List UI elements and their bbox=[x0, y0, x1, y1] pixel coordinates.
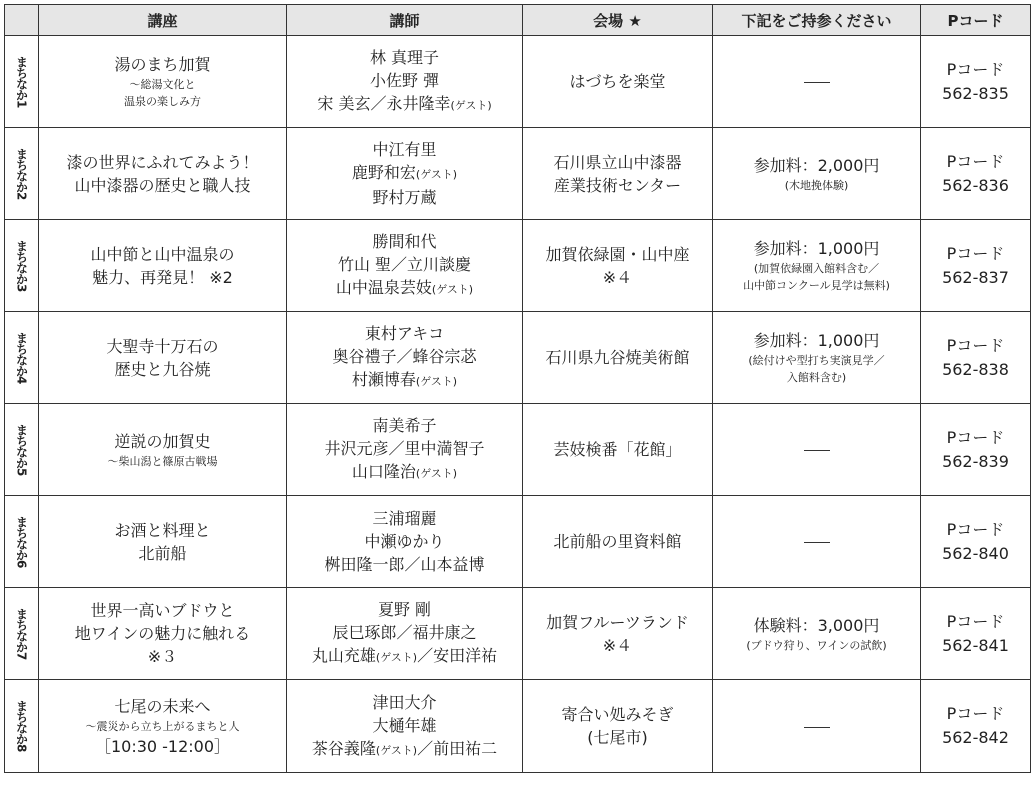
row-index-cell: まちなか1 bbox=[5, 36, 39, 128]
row-index-cell: まちなか8 bbox=[5, 680, 39, 773]
course-line: 地ワインの魅力に触れる bbox=[74, 624, 251, 643]
lecturer-name: 宋 美玄／永井隆幸 bbox=[317, 94, 451, 113]
pcode-line: Pコード bbox=[946, 611, 1005, 631]
course-line: 山中節と山中温泉の bbox=[90, 244, 235, 264]
bring-cell bbox=[713, 404, 921, 496]
pcode-line: 562-842 bbox=[942, 728, 1009, 747]
course-line: ※３ bbox=[147, 647, 178, 666]
lecturer-line bbox=[291, 553, 518, 576]
course-cell bbox=[39, 312, 287, 404]
course-line: 湯のまち加賀 bbox=[114, 55, 211, 74]
pcode-line: 562-838 bbox=[942, 359, 1009, 379]
lecturer-line bbox=[291, 414, 518, 437]
lecturer-line bbox=[291, 276, 518, 301]
venue-cell bbox=[523, 680, 713, 773]
lecturer-line bbox=[291, 186, 518, 209]
lecturer-name: 三浦瑠麗 bbox=[372, 509, 437, 528]
bring-cell bbox=[713, 220, 921, 312]
header-bring: 下記をご持参ください bbox=[713, 5, 921, 36]
lecturer-name: 勝間和代 bbox=[372, 232, 437, 251]
course-line: ～柴山潟と篠原古戦場 bbox=[107, 454, 218, 468]
pcode-cell bbox=[921, 220, 1031, 312]
fee-note: 山中節コンクール見学は無料) bbox=[743, 279, 890, 292]
pcode-line: Pコード bbox=[946, 427, 1005, 447]
course-line: 山中漆器の歴史と職人技 bbox=[74, 175, 251, 195]
course-line: お酒と料理と bbox=[114, 520, 211, 540]
course-line: ［10:30 -12:00］ bbox=[94, 736, 231, 756]
lecturer-name: 中江有里 bbox=[372, 140, 437, 159]
row-index-cell: まちなか2 bbox=[5, 128, 39, 220]
row-index-cell: まちなか3 bbox=[5, 220, 39, 312]
pcode-line: Pコード bbox=[946, 704, 1005, 723]
lecturer-line bbox=[291, 598, 518, 621]
lecturer-name: 奥谷禮子／蜂谷宗苾 bbox=[332, 347, 477, 366]
empty-dash bbox=[804, 542, 830, 543]
lecturer-name: 東村アキコ bbox=[364, 324, 445, 343]
table-row bbox=[5, 128, 1031, 220]
lecturer-line bbox=[291, 253, 518, 276]
guest-label: (ゲスト) bbox=[450, 99, 492, 112]
course-cell bbox=[39, 404, 287, 496]
lecturer-line bbox=[291, 530, 518, 553]
venue-line: 芸妓検番「花館」 bbox=[553, 440, 682, 459]
guest-label: (ゲスト) bbox=[415, 168, 458, 181]
lecturer-name: 桝田隆一郎／山本益博 bbox=[324, 555, 485, 574]
pcode-line: Pコード bbox=[946, 151, 1005, 171]
row-index-cell: まちなか7 bbox=[5, 588, 39, 680]
venue-cell bbox=[523, 588, 713, 680]
fee-note: (加賀依緑園入館料含む／ bbox=[753, 262, 880, 275]
lecturer-line bbox=[291, 230, 518, 253]
venue-cell bbox=[523, 496, 713, 588]
schedule-table-wrapper bbox=[4, 4, 1031, 773]
table-row bbox=[5, 312, 1031, 404]
course-cell bbox=[39, 680, 287, 773]
venue-cell bbox=[523, 36, 713, 128]
guest-label: (ゲスト) bbox=[375, 651, 418, 664]
header-course: 講座 bbox=[39, 5, 287, 36]
guest-label: (ゲスト) bbox=[431, 283, 474, 296]
guest-label: (ゲスト) bbox=[415, 467, 458, 480]
pcode-cell bbox=[921, 680, 1031, 773]
row-index-cell: まちなか6 bbox=[5, 496, 39, 588]
pcode-line: Pコード bbox=[946, 335, 1005, 355]
lecturer-cell bbox=[287, 496, 523, 588]
row-index-cell: まちなか5 bbox=[5, 404, 39, 496]
lecturer-name: 丸山充雄 bbox=[311, 646, 376, 665]
bring-cell bbox=[713, 496, 921, 588]
fee-text: 参加料：1,000円 bbox=[753, 331, 880, 350]
lecturer-line bbox=[291, 621, 518, 644]
pcode-cell bbox=[921, 128, 1031, 220]
course-cell bbox=[39, 128, 287, 220]
course-line: ～総湯文化と bbox=[129, 78, 196, 91]
venue-line: ※４ bbox=[602, 635, 633, 655]
lecturer-name: 夏野 剛 bbox=[377, 600, 432, 619]
fee-note: (絵付けや型打ち実演見学／ bbox=[748, 354, 885, 367]
table-header-row bbox=[5, 5, 1031, 36]
lecturer-name: 津田大介 bbox=[372, 692, 437, 712]
course-line: 魅力、再発見！ ※2 bbox=[92, 267, 233, 287]
pcode-cell bbox=[921, 404, 1031, 496]
course-line: 北前船 bbox=[138, 543, 187, 563]
lecturer-name: ／安田洋祐 bbox=[417, 646, 498, 665]
pcode-cell bbox=[921, 496, 1031, 588]
lecturer-line bbox=[291, 92, 518, 117]
lecturer-cell bbox=[287, 220, 523, 312]
guest-label: (ゲスト) bbox=[375, 743, 418, 757]
bring-cell bbox=[713, 36, 921, 128]
lecturer-name: ／前田祐二 bbox=[417, 738, 498, 758]
lecturer-name: 竹山 聖／立川談慶 bbox=[337, 255, 472, 274]
lecturer-line bbox=[291, 345, 518, 368]
course-line: 七尾の未来へ bbox=[114, 696, 211, 716]
lecturer-line bbox=[291, 737, 518, 762]
course-line: 温泉の楽しみ方 bbox=[124, 95, 201, 108]
header-venue: 会場 ★ bbox=[523, 5, 713, 36]
pcode-cell bbox=[921, 312, 1031, 404]
pcode-line: 562-841 bbox=[942, 635, 1009, 655]
lecturer-line bbox=[291, 322, 518, 345]
venue-line: ※４ bbox=[602, 267, 633, 287]
lecturer-name: 山口隆治 bbox=[351, 462, 416, 481]
lecturer-name: 辰巳琢郎／福井康之 bbox=[332, 623, 477, 642]
lecturer-name: 大樋年雄 bbox=[372, 715, 437, 735]
venue-line: 北前船の里資料館 bbox=[553, 532, 682, 551]
header-pcode: Pコード bbox=[921, 5, 1031, 36]
pcode-cell bbox=[921, 588, 1031, 680]
fee-text: 体験料：3,000円 bbox=[753, 615, 880, 635]
lecturer-line bbox=[291, 714, 518, 737]
lecturer-cell bbox=[287, 312, 523, 404]
table-row bbox=[5, 404, 1031, 496]
course-line: 世界一高いブドウと bbox=[90, 601, 235, 620]
lecturer-name: 林 真理子 bbox=[369, 48, 440, 67]
venue-line: (七尾市) bbox=[587, 728, 648, 747]
venue-cell bbox=[523, 128, 713, 220]
row-index-cell: まちなか4 bbox=[5, 312, 39, 404]
lecturer-line bbox=[291, 161, 518, 186]
lecturer-cell bbox=[287, 36, 523, 128]
venue-line: 寄合い処みそぎ bbox=[561, 705, 674, 724]
fee-text: 参加料：2,000円 bbox=[753, 155, 880, 175]
empty-dash bbox=[804, 82, 830, 83]
pcode-line: Pコード bbox=[946, 59, 1005, 79]
pcode-line: 562-835 bbox=[942, 83, 1009, 103]
venue-line: 石川県九谷焼美術館 bbox=[545, 348, 690, 367]
fee-note: (木地挽体験) bbox=[784, 178, 849, 192]
lecturer-line bbox=[291, 46, 518, 69]
course-cell bbox=[39, 496, 287, 588]
lecturer-name: 茶谷義隆 bbox=[311, 738, 376, 758]
header-index bbox=[5, 5, 39, 36]
lecturer-line bbox=[291, 644, 518, 669]
pcode-cell bbox=[921, 36, 1031, 128]
fee-note: 入館料含む) bbox=[786, 371, 847, 384]
lecturer-line bbox=[291, 69, 518, 92]
empty-dash bbox=[804, 727, 830, 728]
lecturer-name: 鹿野和宏 bbox=[351, 163, 416, 182]
lecturer-name: 山中温泉芸妓 bbox=[335, 278, 432, 297]
table-row bbox=[5, 220, 1031, 312]
lecturer-line bbox=[291, 138, 518, 161]
table-row bbox=[5, 496, 1031, 588]
bring-cell bbox=[713, 312, 921, 404]
lecturer-cell bbox=[287, 588, 523, 680]
course-cell bbox=[39, 220, 287, 312]
lecturer-line bbox=[291, 460, 518, 485]
lecturer-name: 野村万蔵 bbox=[372, 188, 437, 207]
pcode-line: 562-836 bbox=[942, 175, 1009, 195]
lecturer-name: 村瀬博春 bbox=[351, 370, 416, 389]
lecturer-cell bbox=[287, 404, 523, 496]
bring-cell bbox=[713, 128, 921, 220]
lecturer-line bbox=[291, 368, 518, 393]
venue-cell bbox=[523, 404, 713, 496]
course-line: 漆の世界にふれてみよう！ bbox=[66, 152, 259, 172]
pcode-line: 562-840 bbox=[942, 543, 1009, 563]
venue-line: 加賀依緑園・山中座 bbox=[545, 244, 690, 264]
pcode-line: Pコード bbox=[946, 243, 1005, 263]
guest-label: (ゲスト) bbox=[415, 375, 458, 388]
course-line: 歴史と九谷焼 bbox=[114, 359, 211, 379]
lecturer-name: 井沢元彦／里中満智子 bbox=[324, 439, 485, 458]
pcode-line: 562-839 bbox=[942, 451, 1009, 471]
fee-note: (ブドウ狩り、ワインの試飲) bbox=[746, 638, 887, 652]
empty-dash bbox=[804, 450, 830, 451]
lecturer-name: 南美希子 bbox=[372, 416, 437, 435]
table-row bbox=[5, 588, 1031, 680]
course-line: 大聖寺十万石の bbox=[106, 336, 219, 356]
lecturer-cell bbox=[287, 680, 523, 773]
lecturer-line bbox=[291, 691, 518, 714]
table-row bbox=[5, 680, 1031, 773]
table-body bbox=[5, 36, 1031, 773]
lecturer-cell bbox=[287, 128, 523, 220]
venue-line: 加賀フルーツランド bbox=[546, 612, 689, 632]
venue-line: はづちを楽堂 bbox=[569, 72, 666, 91]
bring-cell bbox=[713, 588, 921, 680]
venue-cell bbox=[523, 220, 713, 312]
table-row bbox=[5, 36, 1031, 128]
course-schedule-table bbox=[4, 4, 1031, 773]
course-line: 逆説の加賀史 bbox=[114, 431, 211, 451]
lecturer-line bbox=[291, 437, 518, 460]
lecturer-name: 小佐野 彈 bbox=[369, 71, 440, 90]
lecturer-name: 中瀬ゆかり bbox=[364, 532, 445, 551]
header-lecturer: 講師 bbox=[287, 5, 523, 36]
course-line: ～震災から立ち上がるまちと人 bbox=[85, 719, 240, 733]
course-cell bbox=[39, 588, 287, 680]
bring-cell bbox=[713, 680, 921, 773]
pcode-line: Pコード bbox=[946, 519, 1005, 539]
venue-line: 石川県立山中漆器 bbox=[553, 152, 682, 172]
course-cell bbox=[39, 36, 287, 128]
lecturer-line bbox=[291, 507, 518, 530]
fee-text: 参加料：1,000円 bbox=[753, 239, 880, 258]
pcode-line: 562-837 bbox=[942, 267, 1009, 287]
venue-line: 産業技術センター bbox=[553, 175, 682, 195]
venue-cell bbox=[523, 312, 713, 404]
